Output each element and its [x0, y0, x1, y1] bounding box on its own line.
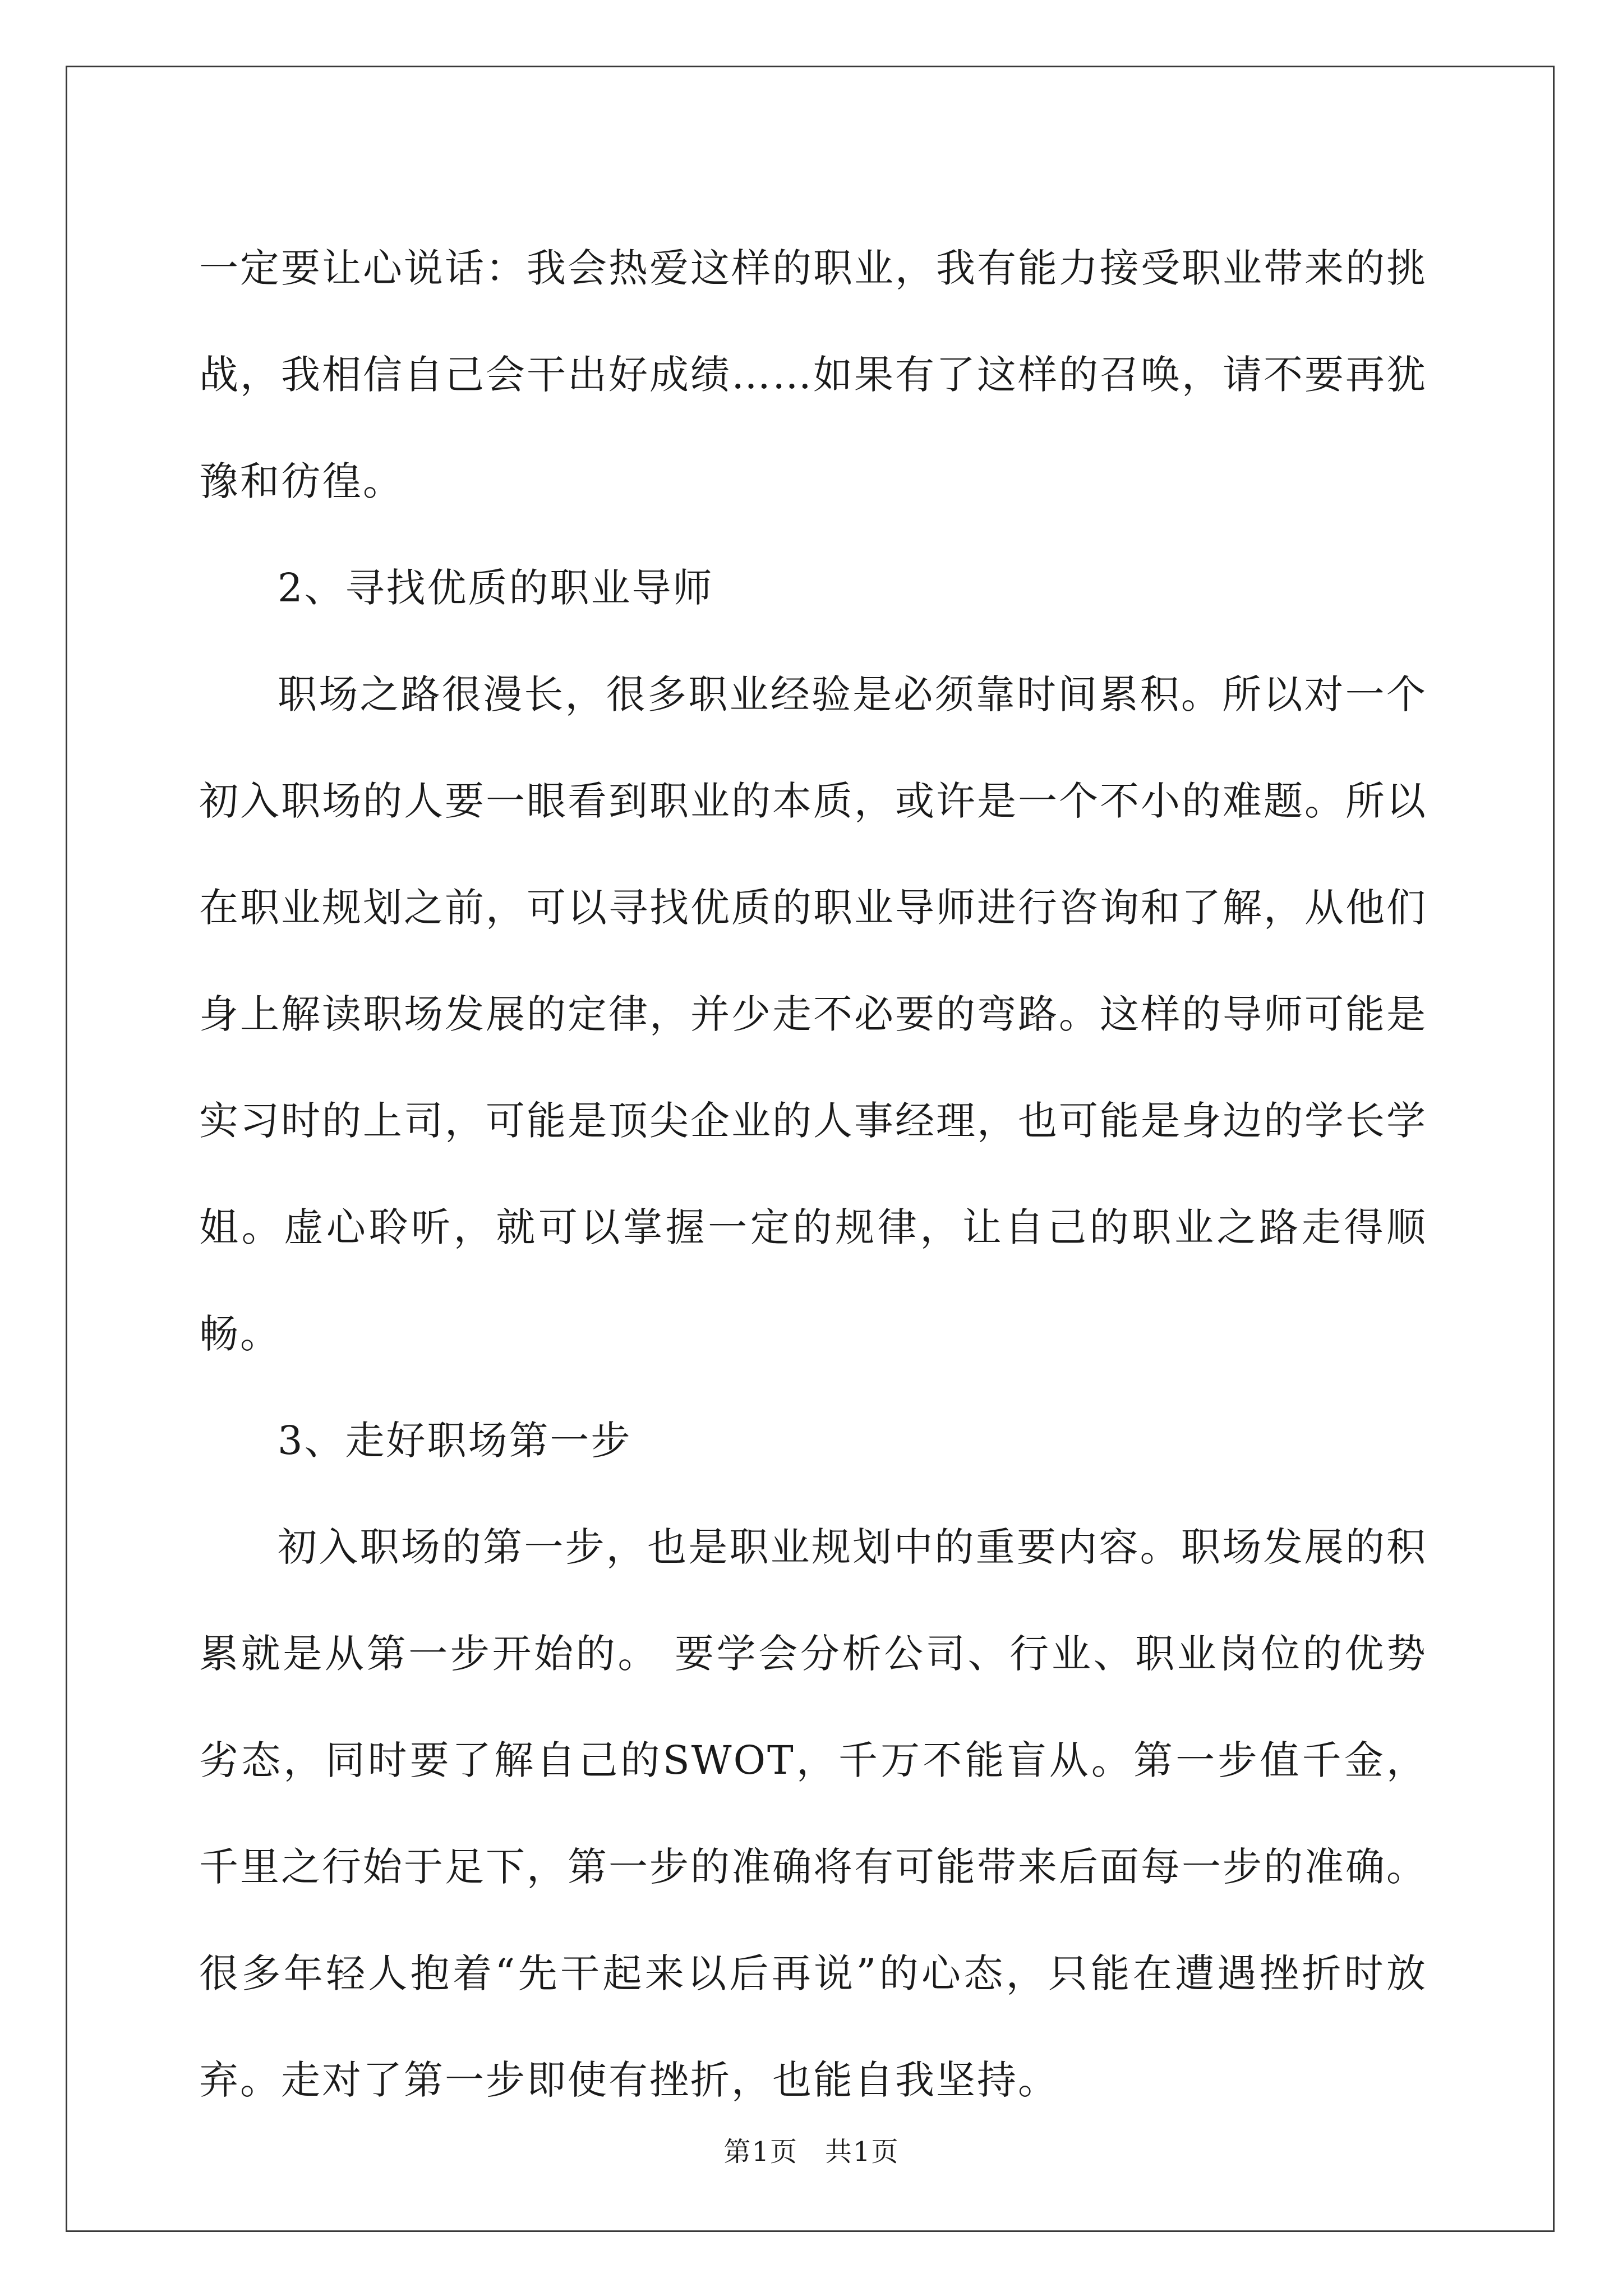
section-heading-first-step: 3、走好职场第一步	[278, 1418, 632, 1464]
document-body	[199, 215, 1427, 2133]
page-number: 第1页	[723, 2136, 798, 2168]
section-heading-mentor: 2、寻找优质的职业导师	[278, 565, 714, 611]
paragraph-mentor: 职场之路很漫长，很多职业经验是必须靠时间累积。所以对一个初入职场的人要一眼看到职业的本质，或许是一个不小的难题。所以在职业规划之前，可以寻找优质的职业导师进行咨询和了解，从他们身上解读职场发展的定律，并少走不必要的弯路。这样的导师可能是实习时的上司，可能是顶尖企业的人事经理，也可能是身边的学长学姐。虚心聆听，就可以掌握一定的规律，让自己的职业之路走得顺畅。	[199, 671, 1427, 1357]
paragraph-first-step: 初入职场的第一步，也是职业规划中的重要内容。职场发展的积累就是从第一步开始的。 要学会分析公司、行业、职业岗位的优势劣态，同时要了解自己的SWOT，千万不能盲从。第一步值千金，千里之行始于足下，第一步的准确将有可能带来后面每一步的准确。很多年轻人抱着“先干起来以后再说”的心态，只能在遭遇挫折时放弃。走对了第一步即使有挫折，也能自我坚持。	[199, 1524, 1427, 2103]
page-total: 共1页	[825, 2136, 900, 2168]
paragraph-intro-continuation: 一定要让心说话：我会热爱这样的职业，我有能力接受职业带来的挑战，我相信自己会干出好成绩……如果有了这样的召唤，请不要再犹豫和彷徨。	[199, 245, 1427, 504]
page-footer	[0, 2130, 1623, 2169]
